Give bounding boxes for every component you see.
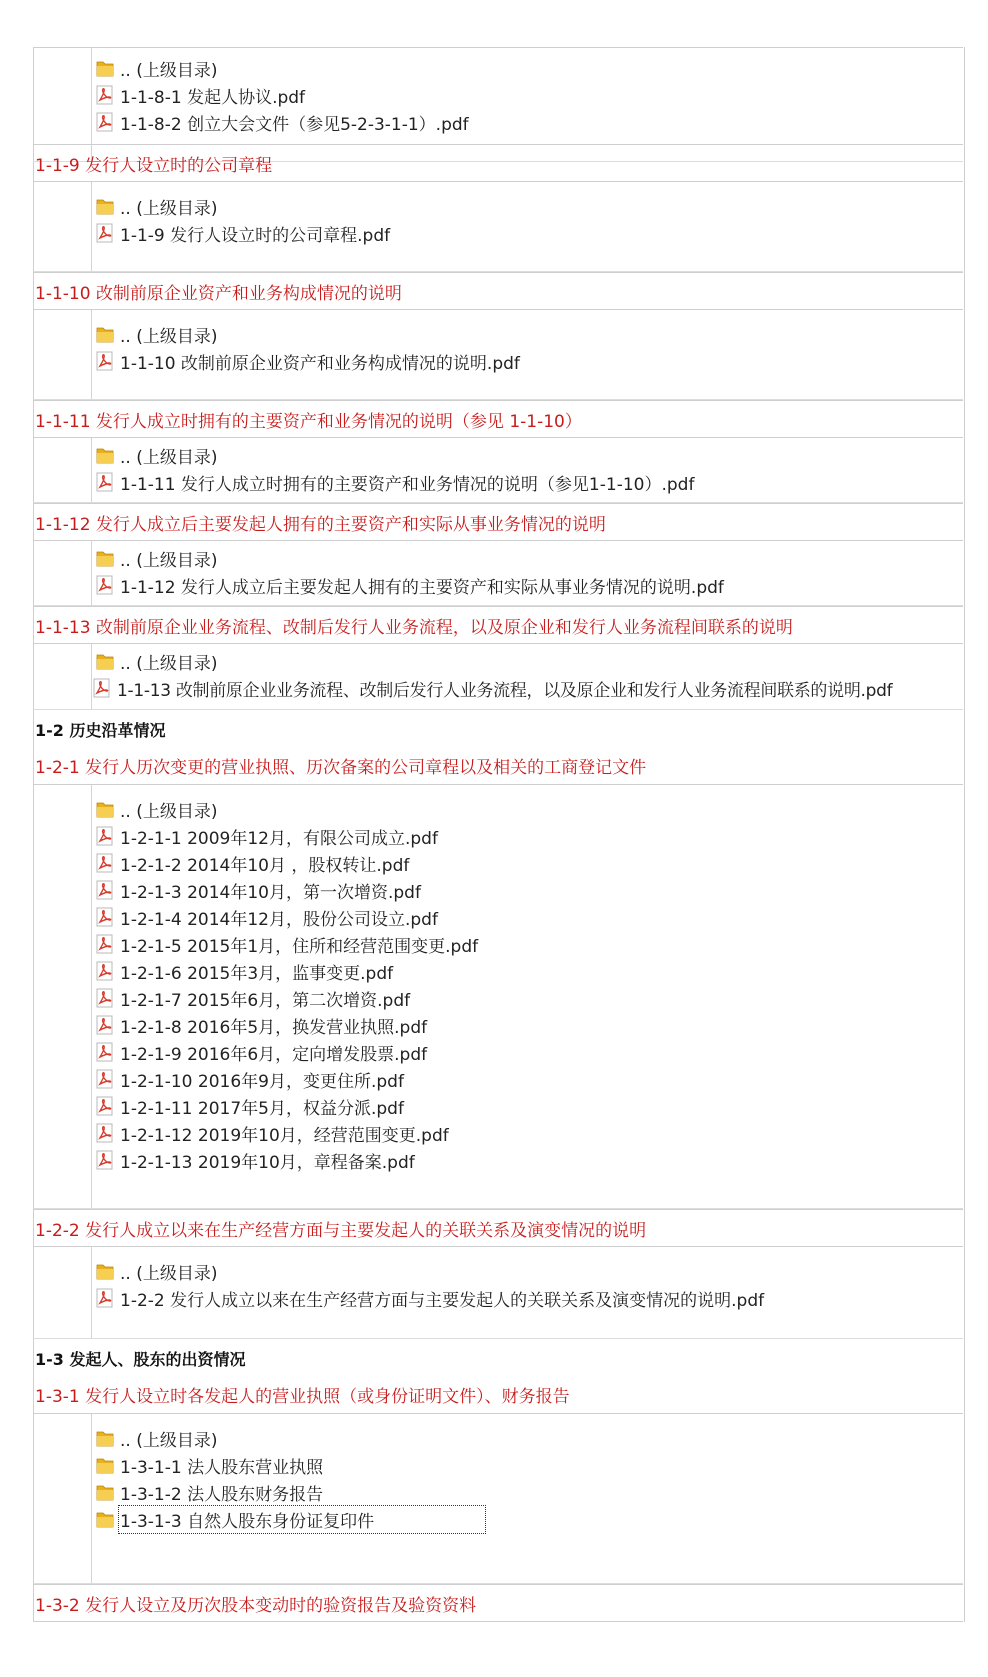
pdf-icon [94,1041,116,1063]
pdf-file-link[interactable]: 1-2-1-5 2015年1月，住所和经营范围变更.pdf [94,930,478,958]
pdf-file-link[interactable]: 1-2-1-8 2016年5月，换发营业执照.pdf [94,1011,427,1039]
file-group-1-2-1 [33,785,963,1209]
folder-icon [94,323,116,345]
parent-folder-link[interactable]: .. (上级目录) [94,1257,217,1285]
tree-line [91,182,92,271]
pdf-file-link[interactable]: 1-2-1-12 2019年10月，经营范围变更.pdf [94,1119,449,1147]
folder-icon [94,1427,116,1449]
folder-icon [94,798,116,820]
folder-icon [94,650,116,672]
pdf-icon [94,960,116,982]
pdf-file-link[interactable]: 1-1-8-1 发起人协议.pdf [94,81,305,109]
pdf-file-link[interactable]: 1-2-1-13 2019年10月，章程备案.pdf [94,1146,415,1174]
parent-folder-link[interactable]: .. (上级目录) [94,1424,217,1452]
tree-line [91,785,92,1208]
file-group-1-3-1 [33,1414,963,1584]
pdf-icon [94,1095,116,1117]
file-group-1-1-12 [33,541,963,606]
section-heading-1-1-10: 1-1-10 改制前原企业资产和业务构成情况的说明 [33,272,963,310]
pdf-icon [94,933,116,955]
section-title-1-3: 1-3 发起人、股东的出资情况 [35,1349,246,1369]
pdf-icon [94,1149,116,1171]
folder-icon [94,1481,116,1503]
tree-line [91,541,92,605]
parent-folder-link[interactable]: .. (上级目录) [94,544,217,572]
pdf-icon [94,987,116,1009]
pdf-icon [94,879,116,901]
file-group-1-1-9 [33,182,963,272]
pdf-file-link[interactable]: 1-1-8-2 创立大会文件（参见5-2-3-1-1）.pdf [94,108,469,136]
section-heading-1-2-1: 1-2-1 发行人历次变更的营业执照、历次备案的公司章程以及相关的工商登记文件 [33,747,963,785]
tree-line [91,438,92,502]
section-heading-1-1-9: 1-1-9 发行人设立时的公司章程 [33,144,963,182]
section-heading-1-1-12: 1-1-12 发行人成立后主要发起人拥有的主要资产和实际从事业务情况的说明 [33,503,963,541]
pdf-icon [94,350,116,372]
pdf-file-link[interactable]: 1-2-1-10 2016年9月，变更住所.pdf [94,1065,404,1093]
pdf-icon [94,84,116,106]
pdf-file-link[interactable]: 1-2-1-3 2014年10月，第一次增资.pdf [94,876,421,904]
pdf-icon [94,111,116,133]
pdf-file-link[interactable]: 1-2-1-7 2015年6月，第二次增资.pdf [94,984,410,1012]
section-heading-1-1-13: 1-1-13 改制前原企业业务流程、改制后发行人业务流程，以及原企业和发行人业务流程间联系的说明 [33,606,963,644]
selected-item-label: 1-3-1-3 自然人股东身份证复印件 [120,1507,484,1532]
pdf-icon [94,471,116,493]
pdf-icon [94,1122,116,1144]
pdf-icon [94,1068,116,1090]
pdf-file-link[interactable]: 1-1-11 发行人成立时拥有的主要资产和业务情况的说明（参见1-1-10）.pdf [94,468,694,496]
parent-folder-link[interactable]: .. (上级目录) [94,795,217,823]
section-heading-1-3-1: 1-3-1 发行人设立时各发起人的营业执照（或身份证明文件）、财务报告 [33,1376,963,1414]
pdf-file-link[interactable]: 1-2-1-1 2009年12月，有限公司成立.pdf [94,822,438,850]
pdf-file-link[interactable]: 1-1-12 发行人成立后主要发起人拥有的主要资产和实际从事业务情况的说明.pdf [94,571,724,599]
section-heading-1-2-2: 1-2-2 发行人成立以来在生产经营方面与主要发起人的关联关系及演变情况的说明 [33,1209,963,1247]
pdf-icon [94,1014,116,1036]
file-group-1-1-10 [33,310,963,400]
pdf-icon [94,1287,116,1309]
folder-icon [94,57,116,79]
parent-folder-link[interactable]: .. (上级目录) [94,192,217,220]
file-group-1-2-2 [33,1247,963,1339]
folder-icon [94,1508,116,1530]
folder-icon [94,1454,116,1476]
pdf-icon [94,852,116,874]
pdf-file-link[interactable]: 1-2-1-6 2015年3月，监事变更.pdf [94,957,393,985]
pdf-icon [94,574,116,596]
subfolder-link[interactable]: 1-3-1-2 法人股东财务报告 [94,1478,323,1506]
section-title-1-2: 1-2 历史沿革情况 [35,720,166,740]
file-group-1-1-13 [33,644,963,710]
folder-icon [94,195,116,217]
parent-folder-link[interactable]: .. (上级目录) [94,54,217,82]
tree-line [91,1414,92,1583]
pdf-icon [91,677,113,699]
parent-folder-link[interactable]: .. (上级目录) [94,320,217,348]
pdf-file-link[interactable]: 1-2-1-9 2016年6月，定向增发股票.pdf [94,1038,427,1066]
file-group-1-1-11 [33,438,963,503]
pdf-file-link[interactable]: 1-1-10 改制前原企业资产和业务构成情况的说明.pdf [94,347,520,375]
pdf-file-link[interactable]: 1-1-13 改制前原企业业务流程、改制后发行人业务流程，以及原企业和发行人业务流程间联系的说明.pdf [91,674,892,702]
pdf-file-link[interactable]: 1-2-1-2 2014年10月 ，股权转让.pdf [94,849,409,877]
subfolder-link-selected[interactable] [94,1505,484,1533]
pdf-file-link[interactable]: 1-2-1-11 2017年5月，权益分派.pdf [94,1092,404,1120]
folder-icon [94,444,116,466]
subfolder-link[interactable]: 1-3-1-1 法人股东营业执照 [94,1451,323,1479]
pdf-icon [94,906,116,928]
parent-folder-link[interactable]: .. (上级目录) [94,441,217,469]
pdf-icon [94,825,116,847]
section-heading-1-3-2: 1-3-2 发行人设立及历次股本变动时的验资报告及验资资料 [33,1584,963,1622]
tree-line [91,1247,92,1338]
pdf-file-link[interactable]: 1-2-1-4 2014年12月，股份公司设立.pdf [94,903,438,931]
tree-line [91,310,92,399]
pdf-file-link[interactable]: 1-2-2 发行人成立以来在生产经营方面与主要发起人的关联关系及演变情况的说明.pdf [94,1284,764,1312]
pdf-file-link[interactable]: 1-1-9 发行人设立时的公司章程.pdf [94,219,390,247]
folder-icon [94,547,116,569]
parent-folder-link[interactable]: .. (上级目录) [94,647,217,675]
pdf-icon [94,222,116,244]
folder-icon [94,1260,116,1282]
section-heading-1-1-11: 1-1-11 发行人成立时拥有的主要资产和业务情况的说明（参见 1-1-10） [33,400,963,438]
